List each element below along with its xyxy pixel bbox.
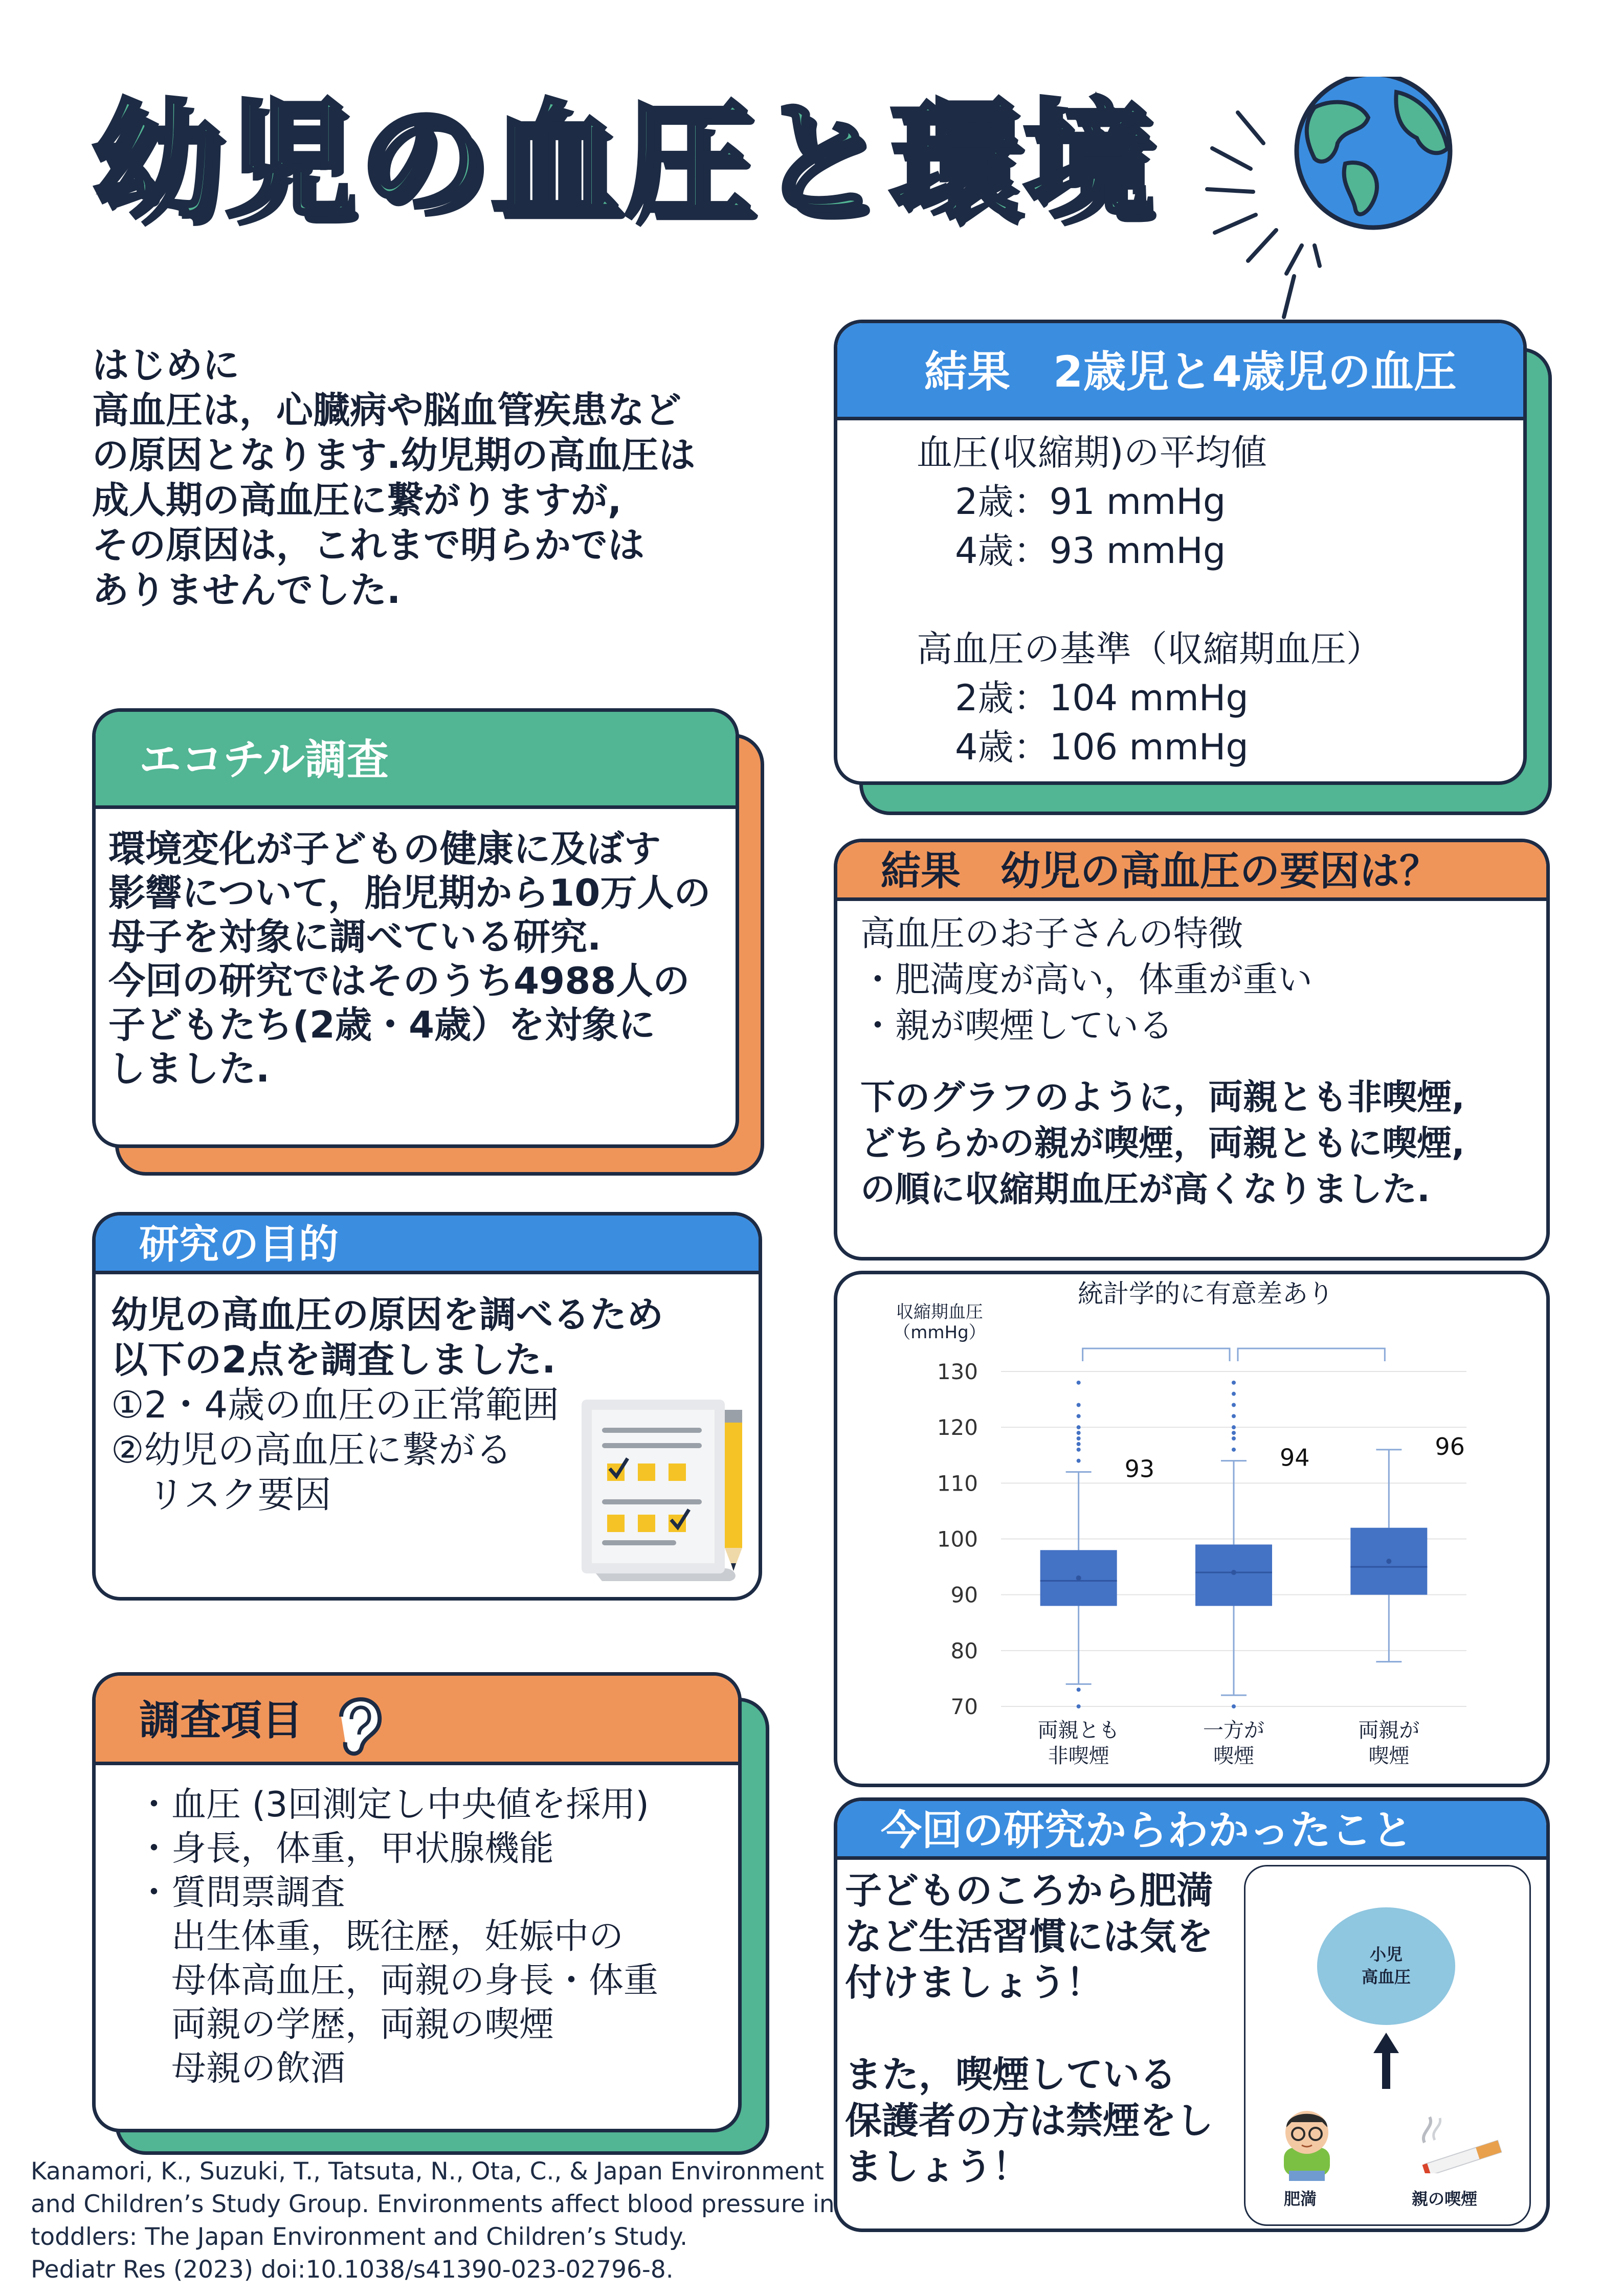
conclusion-illustration: [1244, 1865, 1531, 2226]
intro-line: 高血圧は，心臓病や脳血管疾患など: [92, 389, 682, 432]
conclusion-line: 付けましょう！: [845, 1961, 1103, 2004]
x-tick-label: 両親が: [1358, 1719, 1420, 1742]
outlier-point: [1232, 1704, 1236, 1708]
outlier-point: [1077, 1442, 1081, 1446]
ecochil-line: 母子を対象に調べている研究.: [108, 915, 602, 958]
result2-line: ・親が喫煙している: [860, 1006, 1174, 1046]
x-tick-label: 非喫煙: [1048, 1744, 1109, 1768]
conclusion-line: 保護者の方は禁煙をし: [845, 2099, 1214, 2142]
outlier-point: [1232, 1436, 1236, 1440]
result2-body: [837, 911, 1546, 1213]
outlier-point: [1077, 1687, 1081, 1692]
intro-line: の原因となります.幼児期の高血圧は: [92, 434, 696, 477]
ecochil-line: 影響について，胎児期から10万人の: [108, 871, 711, 914]
y-tick-label: 130: [937, 1359, 978, 1384]
items-line: 母体高血圧，両親の身長・体重: [137, 1961, 659, 2001]
intro-heading: はじめに: [92, 344, 240, 387]
ecochil-line: 子どもたち(2歳・4歳）を対象に: [108, 1003, 656, 1046]
ear-icon: [331, 1686, 387, 1758]
purpose-line: リスク要因: [111, 1473, 331, 1516]
arrow-up-icon: [1373, 2033, 1399, 2089]
purpose-line: 以下の2点を調査しました.: [111, 1338, 556, 1381]
items-line: 出生体重，既往歴，妊娠中の: [137, 1917, 624, 1957]
result1-panel: [834, 320, 1527, 785]
intro-line: ありませんでした.: [92, 569, 401, 612]
y-tick-label: 120: [937, 1415, 978, 1440]
chart-panel: [834, 1271, 1550, 1787]
intro-line: 成人期の高血圧に繋がりますが,: [92, 479, 622, 522]
significance-bracket: [1083, 1348, 1230, 1361]
result2-header: 結果 幼児の高血圧の要因は？: [837, 842, 1546, 901]
citation-line: and Children’s Study Group. Environments affect blood pressure in: [31, 2190, 835, 2218]
outlier-point: [1232, 1381, 1236, 1385]
conclusion-line: また，喫煙している: [845, 2053, 1177, 2096]
hypertension-bubble: [1317, 1907, 1455, 2025]
items-panel: [92, 1672, 742, 2132]
obesity-label: 肥満: [1284, 2189, 1317, 2209]
avg-2: 2歳：91 mmHg: [955, 481, 1226, 523]
outlier-point: [1077, 1459, 1081, 1463]
outlier-point: [1077, 1448, 1081, 1452]
outlier-point: [1077, 1381, 1081, 1385]
outlier-point: [1232, 1425, 1236, 1429]
outlier-point: [1077, 1425, 1081, 1429]
purpose-header: 研究の目的: [96, 1215, 759, 1274]
outlier-point: [1232, 1414, 1236, 1418]
result2-panel: [834, 839, 1550, 1260]
intro-line: その原因は，これまで明らかでは: [92, 524, 645, 567]
purpose-line: ②幼児の高血圧に繋がる: [111, 1428, 513, 1471]
conclusion-line: など生活習慣には気を: [845, 1915, 1214, 1958]
data-label: 96: [1435, 1432, 1465, 1460]
conclusion-line: ましょう！: [845, 2145, 1030, 2188]
outlier-point: [1232, 1431, 1236, 1435]
mean-marker: [1386, 1559, 1391, 1564]
result2-line: ・肥満度が高い，体重が重い: [860, 960, 1313, 1000]
globe-icon: [1192, 77, 1499, 332]
ecochil-panel: [92, 708, 739, 1148]
mean-marker: [1076, 1575, 1081, 1581]
checklist-icon: [571, 1389, 755, 1584]
x-tick-label: 喫煙: [1213, 1744, 1254, 1768]
outlier-point: [1077, 1436, 1081, 1440]
y-tick-label: 80: [950, 1638, 978, 1663]
items-header: [96, 1676, 738, 1765]
bubble-line: 高血圧: [1361, 1967, 1411, 1987]
y-tick-label: 90: [950, 1582, 978, 1608]
crit-title: 高血圧の基準（収縮期血圧）: [917, 628, 1382, 670]
conclusion-header: 今回の研究からわかったこと: [837, 1801, 1546, 1860]
ecochil-body: [96, 827, 736, 1091]
child-icon: [1274, 2104, 1340, 2184]
conclusion-line: 子どものころから肥満: [845, 1869, 1214, 1912]
purpose-line: ①2・4歳の血圧の正常範囲: [111, 1383, 560, 1426]
data-label: 93: [1124, 1455, 1155, 1483]
y-tick-label: 110: [937, 1471, 978, 1496]
citation-line: Pediatr Res (2023) doi:10.1038/s41390-023-02796-8.: [31, 2256, 674, 2284]
chart-yunit: （mmHg）: [893, 1322, 986, 1343]
outlier-point: [1232, 1403, 1236, 1407]
chart-title: 統計学的に有意差あり: [1078, 1279, 1333, 1309]
chart-ylabel: 収縮期血圧: [896, 1302, 983, 1322]
result1-body: [837, 428, 1523, 772]
result2-line: の順に収縮期血圧が高くなりました.: [860, 1169, 1430, 1210]
outlier-point: [1077, 1414, 1081, 1418]
items-line: ・身長，体重，甲状腺機能: [137, 1829, 554, 1869]
items-line: ・血圧 (3回測定し中央値を採用): [137, 1785, 649, 1825]
items-header-label: 調査項目: [139, 1697, 303, 1744]
crit-4: 4歳：106 mmHg: [955, 726, 1249, 768]
purpose-line: 幼児の高血圧の原因を調べるため: [111, 1293, 664, 1336]
items-line: ・質問票調査: [137, 1873, 346, 1913]
citation-line: Kanamori, K., Suzuki, T., Tatsuta, N., Ota, C., & Japan Environment: [31, 2157, 824, 2186]
outlier-point: [1077, 1403, 1081, 1407]
x-tick-label: 喫煙: [1368, 1744, 1410, 1768]
intro-text: [92, 343, 695, 613]
boxplot-chart: [837, 1274, 1546, 1784]
significance-bracket: [1238, 1348, 1385, 1361]
mean-marker: [1231, 1570, 1236, 1575]
outlier-point: [1077, 1431, 1081, 1435]
data-label: 94: [1280, 1444, 1310, 1472]
result2-line: 高血圧のお子さんの特徴: [860, 914, 1243, 954]
citation-line: toddlers: The Japan Environment and Children’s Study.: [31, 2223, 688, 2251]
conclusion-panel: [834, 1797, 1550, 2232]
y-tick-label: 100: [937, 1526, 978, 1552]
ecochil-line: しました.: [108, 1047, 270, 1090]
crit-2: 2歳：104 mmHg: [955, 677, 1249, 719]
result2-line: 下のグラフのように，両親とも非喫煙,: [860, 1077, 1465, 1118]
cigarette-icon: [1414, 2112, 1506, 2173]
items-line: 両親の学歴，両親の喫煙: [137, 2005, 554, 2045]
y-tick-label: 70: [950, 1694, 978, 1719]
ecochil-line: 環境変化が子どもの健康に及ぼす: [108, 827, 661, 870]
ecochil-header: エコチル調査: [96, 712, 736, 809]
avg-4: 4歳：93 mmHg: [955, 530, 1226, 572]
result2-line: どちらかの親が喫煙，両親ともに喫煙,: [860, 1123, 1465, 1164]
outlier-point: [1232, 1392, 1236, 1396]
citation: [31, 2155, 835, 2286]
avg-title: 血圧(収縮期)の平均値: [917, 432, 1267, 474]
parent-smoking-label: 親の喫煙: [1412, 2189, 1478, 2209]
items-body: [96, 1783, 738, 2091]
page-title: 幼児の血圧と環境: [92, 86, 1156, 235]
box: [1195, 1544, 1272, 1606]
purpose-panel: [92, 1212, 762, 1601]
bubble-line: 小児: [1369, 1945, 1403, 1964]
x-tick-label: 一方が: [1203, 1719, 1264, 1742]
items-line: 母親の飲酒: [137, 2049, 346, 2089]
ecochil-line: 今回の研究ではそのうち4988人の: [108, 959, 690, 1002]
outlier-point: [1077, 1704, 1081, 1708]
x-tick-label: 両親とも: [1037, 1719, 1120, 1742]
result1-header: 結果 2歳児と4歳児の血圧: [837, 323, 1523, 420]
outlier-point: [1232, 1448, 1236, 1452]
